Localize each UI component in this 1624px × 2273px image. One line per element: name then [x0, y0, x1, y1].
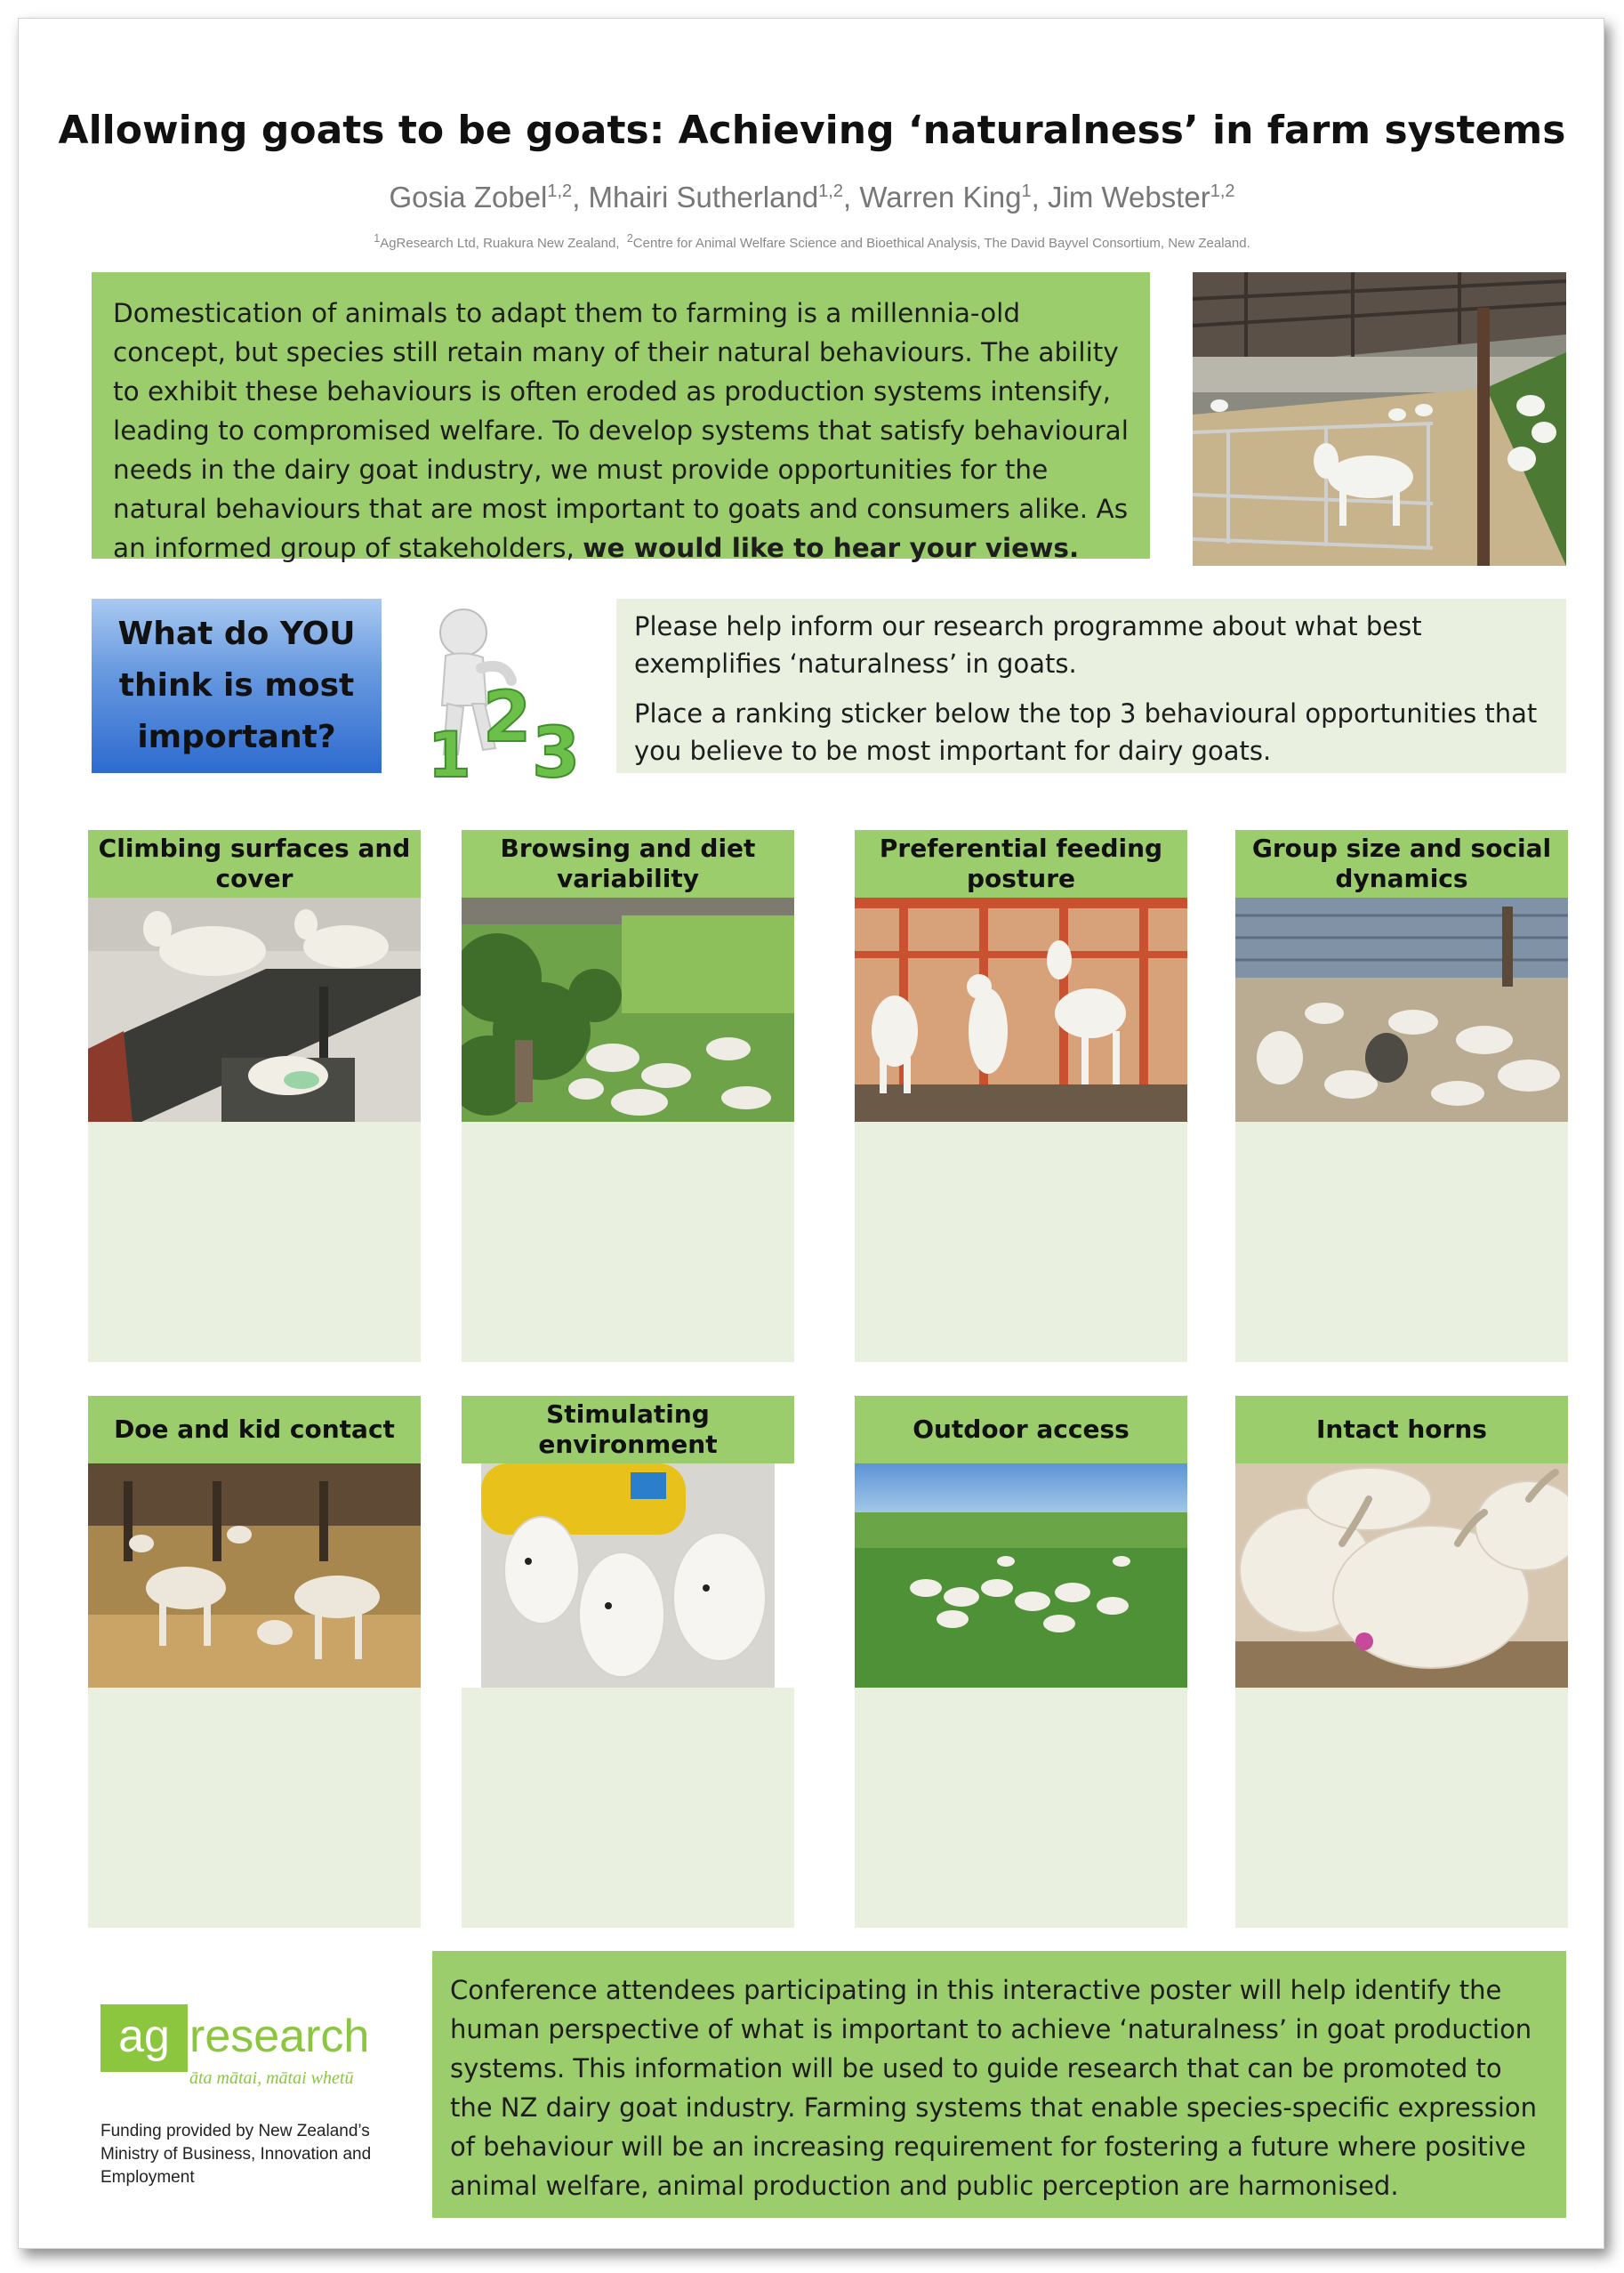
- affiliation-marker: 2: [626, 232, 633, 245]
- digit-3: 3: [532, 713, 581, 790]
- intro-call-to-action: we would like to hear your views.: [583, 533, 1080, 563]
- sticker-area[interactable]: [462, 1688, 794, 1928]
- author-name: Warren King: [859, 181, 1022, 214]
- goats-in-pasture-photo: [855, 1463, 1187, 1688]
- behaviour-card-outdoor: [855, 1396, 1187, 1928]
- question-text: What do YOU think is most important?: [117, 616, 356, 755]
- funding-note: Funding provided by New Zealand’s Ministry of Business, Innovation and Employment: [100, 2122, 372, 2187]
- behaviour-card-group-size: [1235, 830, 1568, 1362]
- instructions-box: [616, 599, 1566, 773]
- goats-with-brush-photo: [462, 1463, 794, 1688]
- sticker-area[interactable]: [88, 1122, 421, 1362]
- conclusion-text: Conference attendees participating in this interactive poster will help identify the human perspective of what is important to achieve ‘naturalness’ in goat production systems. This information will be used to guide research that can be promoted to the NZ dairy goat industry. Farming systems that enable species-specific expression of behaviour will be an increasing requirement for fostering a future where positive animal welfare, animal production and public perception are harmonised.: [450, 1975, 1538, 2201]
- card-title: Group size and social dynamics: [1235, 830, 1568, 898]
- author-list: [19, 181, 1605, 214]
- logo-mark: ag: [100, 2004, 188, 2072]
- sticker-area[interactable]: [1235, 1688, 1568, 1928]
- affiliation-marker: 1: [374, 232, 381, 245]
- climbing-goats-photo: [88, 898, 421, 1122]
- intro-box: [92, 272, 1150, 563]
- card-title: Intact horns: [1235, 1396, 1568, 1463]
- affiliation-1: AgResearch Ltd, Ruakura New Zealand,: [380, 236, 620, 251]
- horned-goats-photo: [1235, 1463, 1568, 1688]
- author-name: Mhairi Sutherland: [588, 181, 819, 214]
- logo-wordmark: research: [189, 2011, 370, 2062]
- author-separator: ,: [572, 181, 589, 214]
- sticker-area[interactable]: [855, 1122, 1187, 1362]
- author-separator: ,: [842, 181, 860, 214]
- card-title: Outdoor access: [855, 1396, 1187, 1463]
- author-affiliation-marker: 1,2: [547, 181, 573, 201]
- behaviour-card-horns: [1235, 1396, 1568, 1928]
- question-box: [92, 599, 382, 773]
- card-title: Climbing surfaces and cover: [88, 830, 421, 898]
- agresearch-logo: [100, 2004, 385, 2111]
- goat-barn-photo: [1193, 272, 1566, 566]
- doe-and-kid-photo: [88, 1463, 421, 1688]
- instructions-paragraph-2: Place a ranking sticker below the top 3 behavioural opportunities that you believe to be most important for dairy goats.: [634, 698, 1538, 766]
- behaviour-card-climbing: [88, 830, 421, 1362]
- author-name: Gosia Zobel: [389, 181, 548, 214]
- feeding-posture-photo: [855, 898, 1187, 1122]
- behaviour-card-stimulating: [462, 1396, 794, 1928]
- author-affiliation-marker: 1,2: [1210, 181, 1235, 201]
- sticker-area[interactable]: [88, 1688, 421, 1928]
- behaviour-card-doe-kid: [88, 1396, 421, 1928]
- poster: [18, 18, 1604, 2249]
- affiliations: [19, 232, 1605, 251]
- intro-text: Domestication of animals to adapt them to farming is a millennia-old concept, but species still retain many of their natural behaviours. The ability to exhibit these behaviours is often eroded as production systems intensify, leading to compromised welfare. To develop systems that satisfy behavioural needs in the dairy goat industry, we must provide opportunities for the natural behaviours that are most important to goats and consumers alike. As an informed group of stakeholders,: [113, 298, 1129, 563]
- card-title: Preferential feeding posture: [855, 830, 1187, 898]
- author-affiliation-marker: 1: [1021, 181, 1032, 201]
- card-title: Doe and kid contact: [88, 1396, 421, 1463]
- author-separator: ,: [1031, 181, 1048, 214]
- affiliation-2: Centre for Animal Welfare Science and Bioethical Analysis, The David Bayvel Consortium, New Zealand.: [632, 236, 1250, 251]
- author-affiliation-marker: 1,2: [818, 181, 843, 201]
- digit-1: 1: [428, 719, 471, 790]
- behaviour-card-feeding-posture: [855, 830, 1187, 1362]
- card-title: Stimulating environment: [462, 1396, 794, 1463]
- ranking-123-figure-icon: [412, 599, 599, 790]
- group-goats-photo: [1235, 898, 1568, 1122]
- behaviour-card-browsing: [462, 830, 794, 1362]
- author-name: Jim Webster: [1047, 181, 1210, 214]
- sticker-area[interactable]: [1235, 1122, 1568, 1362]
- browsing-goats-photo: [462, 898, 794, 1122]
- poster-title: Allowing goats to be goats: Achieving ‘naturalness’ in farm systems: [58, 108, 1566, 153]
- digit-2: 2: [483, 678, 532, 758]
- card-title: Browsing and diet variability: [462, 830, 794, 898]
- sticker-area[interactable]: [462, 1122, 794, 1362]
- logo-tagline: āta mātai, mātai whetū: [189, 2068, 354, 2088]
- instructions-paragraph-1: Please help inform our research programme about what best exemplifies ‘naturalness’ in goats.: [634, 611, 1422, 679]
- sticker-area[interactable]: [855, 1688, 1187, 1928]
- conclusion-box: [432, 1951, 1566, 2218]
